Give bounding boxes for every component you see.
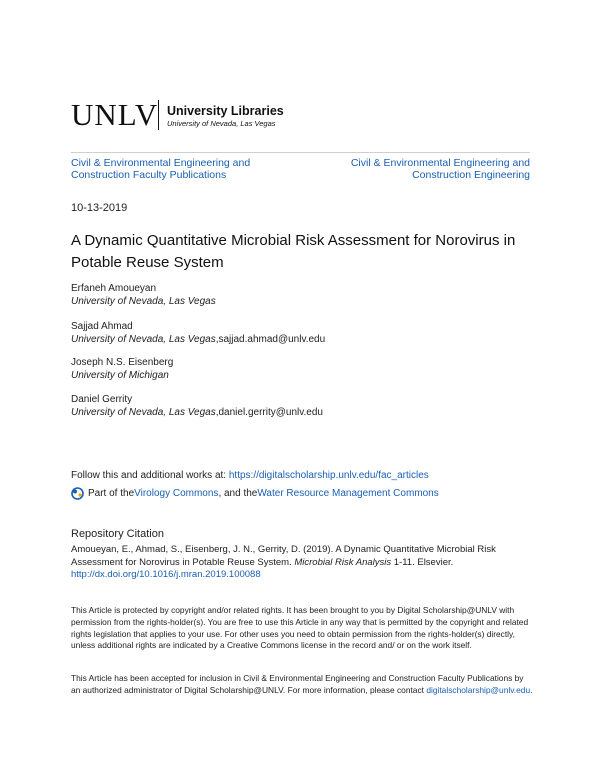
author-affiliation: University of Nevada, Las Vegas	[71, 296, 216, 307]
rights-statement: This Article is protected by copyright and/or related rights. It has been brought to you by Digital Scholarship@UNLV with permission from the rights-holder(s). You are free to use this Article in any way that is permitted by the copyright and related rights legislation that applies to your use. For other uses you need to obtain permission from the rights-holder(s) directly, unless additional rights are indicated by a Creative Commons license in the record and/ or on the work itself.	[71, 605, 529, 651]
repository-citation-body	[71, 544, 531, 582]
accepted-text: This Article has been accepted for inclusion in Civil & Environmental Engineering and Construction Faculty Publications by an authorized administrator of Digital Scholarship@UNLV. For more information, please contact	[71, 673, 524, 695]
follow-link[interactable]: https://digitalscholarship.unlv.edu/fac_articles	[228, 470, 429, 481]
author-block	[71, 393, 323, 419]
partof-middle: , and the	[218, 488, 258, 499]
doi-link[interactable]: http://dx.doi.org/10.1016/j.mran.2019.100088	[71, 569, 261, 580]
citation-journal: Microbial Risk Analysis	[294, 556, 392, 568]
author-email[interactable]: ,daniel.gerrity@unlv.edu	[215, 407, 323, 418]
author-name: Sajjad Ahmad	[71, 321, 133, 332]
virology-commons-link[interactable]: Virology Commons	[134, 488, 219, 499]
author-block	[71, 320, 325, 346]
network-icon	[71, 487, 84, 500]
repository-citation-heading: Repository Citation	[71, 528, 164, 540]
collection-link-department[interactable]: Civil & Environmental Engineering and Construction Engineering	[350, 157, 530, 181]
author-name: Joseph N.S. Eisenberg	[71, 357, 174, 368]
logo-divider	[158, 100, 159, 130]
author-block	[71, 282, 216, 308]
author-email[interactable]: ,sajjad.ahmad@unlv.edu	[215, 334, 326, 345]
accepted-statement	[71, 673, 533, 697]
unlv-logo-wordmark: UNLV	[71, 97, 159, 132]
logo-title: University Libraries	[167, 104, 284, 118]
author-block	[71, 356, 173, 382]
water-resource-commons-link[interactable]: Water Resource Management Commons	[257, 488, 439, 499]
follow-prefix: Follow this and additional works at:	[71, 470, 229, 481]
header-divider	[71, 152, 530, 153]
follow-line	[71, 470, 429, 481]
accepted-end: .	[530, 684, 533, 695]
publication-date: 10-13-2019	[71, 202, 128, 214]
citation-text: Amoueyan, E., Ahmad, S., Eisenberg, J. N., Gerrity, D. (2019). A Dynamic Quantitative Microbial Risk Assessment for Norovirus in Potable Reuse System.	[71, 544, 496, 568]
author-name: Daniel Gerrity	[71, 394, 133, 405]
author-affiliation: University of Michigan	[71, 370, 169, 381]
author-name: Erfaneh Amoueyan	[71, 283, 157, 294]
author-affiliation: University of Nevada, Las Vegas	[71, 407, 216, 418]
logo-subtitle: University of Nevada, Las Vegas	[167, 119, 276, 128]
part-of-line	[71, 487, 439, 500]
article-title: A Dynamic Quantitative Microbial Risk Assessment for Norovirus in Potable Reuse System	[71, 232, 516, 271]
author-affiliation: University of Nevada, Las Vegas	[71, 334, 216, 345]
contact-email-link[interactable]: digitalscholarship@unlv.edu	[426, 684, 531, 695]
partof-prefix: Part of the	[88, 488, 135, 499]
collection-link-faculty-publications[interactable]: Civil & Environmental Engineering and Construction Faculty Publications	[71, 157, 251, 181]
citation-tail: 1-11. Elsevier.	[391, 556, 454, 568]
